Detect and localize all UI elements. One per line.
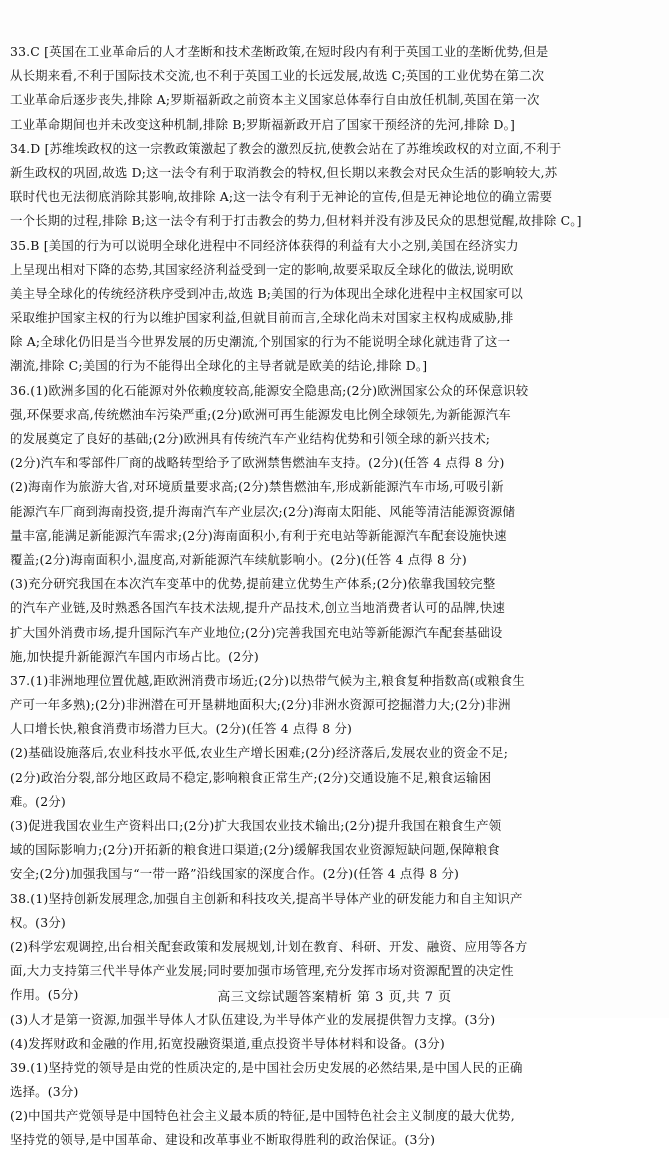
answer-line: 权。(3分) <box>10 914 66 930</box>
answer-entry-q39 <box>10 1056 658 1153</box>
answer-line: 安全;(2分)加强我国与“一带一路”沿线国家的深度合作。(2分)(任答 4 点得 8 分) <box>10 866 460 882</box>
answer-line: 联时代也无法彻底消除其影响,故排除 A;这一法令有利于无神论的宣传,但是无神论地位的确立需要 <box>10 189 553 205</box>
answer-entry-q37 <box>10 669 658 887</box>
answer-line: 一个长期的过程,排除 B;这一法令有利于打击教会的势力,但材料并没有涉及民众的思想觉醒,故排除 C。] <box>10 213 582 229</box>
answer-entry-q34 <box>10 137 658 234</box>
answer-line: 33.C [英国在工业革命后的人才垄断和技术垄断政策,在短时段内有利于英国工业的垄断优势,但是 <box>10 44 549 59</box>
answer-line: 的汽车产业链,及时熟悉各国汽车技术法规,提升产品技术,创立当地消费者认可的品牌,快速 <box>10 600 505 616</box>
answer-line: 34.D [苏维埃政权的这一宗教政策激起了教会的激烈反抗,使教会站在了苏维埃政权的对立面,不利于 <box>10 140 562 156</box>
answer-entry-q35 <box>10 234 658 379</box>
answer-line: (4)发挥财政和金融的作用,拓宽投融资渠道,重点投资半导体材料和设备。(3分) <box>10 1035 445 1051</box>
answer-line: 36.(1)欧洲多国的化石能源对外依赖度较高,能源安全隐患高;(2分)欧洲国家公众的环保意识较 <box>10 382 529 398</box>
answer-line: 38.(1)坚持创新发展理念,加强自主创新和科技攻关,提高半导体产业的研发能力和自主知识产 <box>10 890 523 906</box>
answer-line: 工业革命期间也并未改变这种机制,排除 B;罗斯福新政开启了国家干预经济的先河,排除 D。] <box>10 116 516 132</box>
answer-line: 采取维护国家主权的行为以维护国家利益,但就目前而言,全球化尚未对国家主权构成威胁,排 <box>10 310 514 326</box>
answer-line: 新生政权的巩固,故选 D;这一法令有利于取消教会的特权,但长期以来教会对民众生活的影响较大,苏 <box>10 164 558 180</box>
answer-line: (2)基础设施落后,农业科技水平低,农业生产增长困难;(2分)经济落后,发展农业的资金不足; <box>10 745 509 761</box>
answer-line: 的发展奠定了良好的基础;(2分)欧洲具有传统汽车产业结构优势和引领全球的新兴技术; <box>10 431 491 446</box>
answer-line: (2)科学宏观调控,出台相关配套政策和发展规划,计划在教育、科研、开发、融资、应用等各方 <box>10 938 528 954</box>
answer-line: 39.(1)坚持党的领导是由党的性质决定的,是中国社会历史发展的必然结果,是中国人民的正确 <box>10 1059 523 1075</box>
answer-line: 扩大国外消费市场,提升国际汽车产业地位;(2分)完善我国充电站等新能源汽车配套基础设 <box>10 624 503 640</box>
answer-line: 37.(1)非洲地理位置优越,距欧洲消费市场近;(2分)以热带气候为主,粮食复种指数高(或粮食生 <box>10 672 525 688</box>
answer-line: 量丰富,能满足新能源汽车需求;(2分)海南面积小,有利于充电站等新能源汽车配套设施快速 <box>10 527 507 543</box>
answer-line: 能源汽车厂商到海南投资,提升海南汽车产业层次;(2分)海南太阳能、风能等清洁能源资源储 <box>10 503 516 519</box>
answer-line: 从长期来看,不利于国际技术交流,也不利于英国工业的长远发展,故选 C;英国的工业优势在第二次 <box>10 68 545 84</box>
answer-line: (3)人才是第一资源,加强半导体人才队伍建设,为半导体产业的发展提供智力支撑。(3分) <box>10 1011 496 1027</box>
answer-line: 选择。(3分) <box>10 1084 79 1100</box>
answer-line: 施,加快提升新能源汽车国内市场占比。(2分) <box>10 648 259 664</box>
answer-line: (3)促进我国农业生产资料出口;(2分)扩大我国农业技术输出;(2分)提升我国在粮食生产领 <box>10 818 502 833</box>
answer-line: 潮流,排除 C;美国的行为不能得出全球化的主导者就是欧美的结论,排除 D。] <box>10 358 428 374</box>
answer-entry-q33 <box>10 40 658 137</box>
answer-entry-q36 <box>10 379 658 669</box>
page-footer: 高三文综试题答案精析 第 3 页,共 7 页 <box>217 990 452 1005</box>
answer-line: 强,环保要求高,传统燃油车污染严重;(2分)欧洲可再生能源发电比例全球领先,为新能源汽车 <box>10 406 511 422</box>
answer-line: 除 A;全球化仍旧是当今世界发展的历史潮流,个别国家的行为不能说明全球化就违背了这一 <box>10 334 511 350</box>
answer-line: 面,大力支持第三代半导体产业发展;同时要加强市场管理,充分发挥市场对资源配置的决定性 <box>10 963 514 979</box>
answer-line: (2分)政治分裂,部分地区政局不稳定,影响粮食正常生产;(2分)交通设施不足,粮食运输困 <box>10 769 492 785</box>
answer-line: 作用。(5分) <box>10 987 79 1003</box>
answer-line: 域的国际影响力;(2分)开拓新的粮食进口渠道;(2分)缓解我国农业资源短缺问题,保障粮食 <box>10 842 500 858</box>
answer-line: (3)充分研究我国在本次汽车变革中的优势,提前建立优势生产体系;(2分)依靠我国较完整 <box>10 576 496 592</box>
answer-line: 工业革命后逐步丧失,排除 A;罗斯福新政之前资本主义国家总体奉行自由放任机制,英国在第一次 <box>10 92 540 108</box>
answer-line: (2)中国共产党领导是中国特色社会主义最本质的特征,是中国特色社会主义制度的最大优势, <box>10 1108 515 1124</box>
answer-line: 坚持党的领导,是中国革命、建设和改革事业不断取得胜利的政治保证。(3分) <box>10 1132 436 1148</box>
answer-line: 产可一年多熟);(2分)非洲潜在可开垦耕地面积大;(2分)非洲水资源可挖掘潜力大;(2分)非洲 <box>10 697 511 713</box>
answer-line: 美主导全球化的传统经济秩序受到冲击,故选 B;美国的行为体现出全球化进程中主权国家可以 <box>10 285 523 301</box>
answer-entry-q38 <box>10 887 658 1056</box>
answer-line: 上呈现出相对下降的态势,其国家经济利益受到一定的影响,故要采取反全球化的做法,说明欧 <box>10 261 514 277</box>
answer-line: 人口增长快,粮食消费市场潜力巨大。(2分)(任答 4 点得 8 分) <box>10 721 353 737</box>
answer-line: 覆盖;(2分)海南面积小,温度高,对新能源汽车续航影响小。(2分)(任答 4 点得 8 分) <box>10 551 467 567</box>
answer-line: 35.B [美国的行为可以说明全球化进程中不同经济体获得的利益有大小之别,美国在经济实力 <box>10 237 519 253</box>
answer-line: (2)海南作为旅游大省,对环境质量要求高;(2分)禁售燃油车,形成新能源汽车市场,可吸引新 <box>10 479 504 495</box>
answer-line: (2分)汽车和零部件厂商的战略转型给予了欧洲禁售燃油车支持。(2分)(任答 4 点得 8 分) <box>10 455 505 471</box>
answer-line: 难。(2分) <box>10 793 66 809</box>
